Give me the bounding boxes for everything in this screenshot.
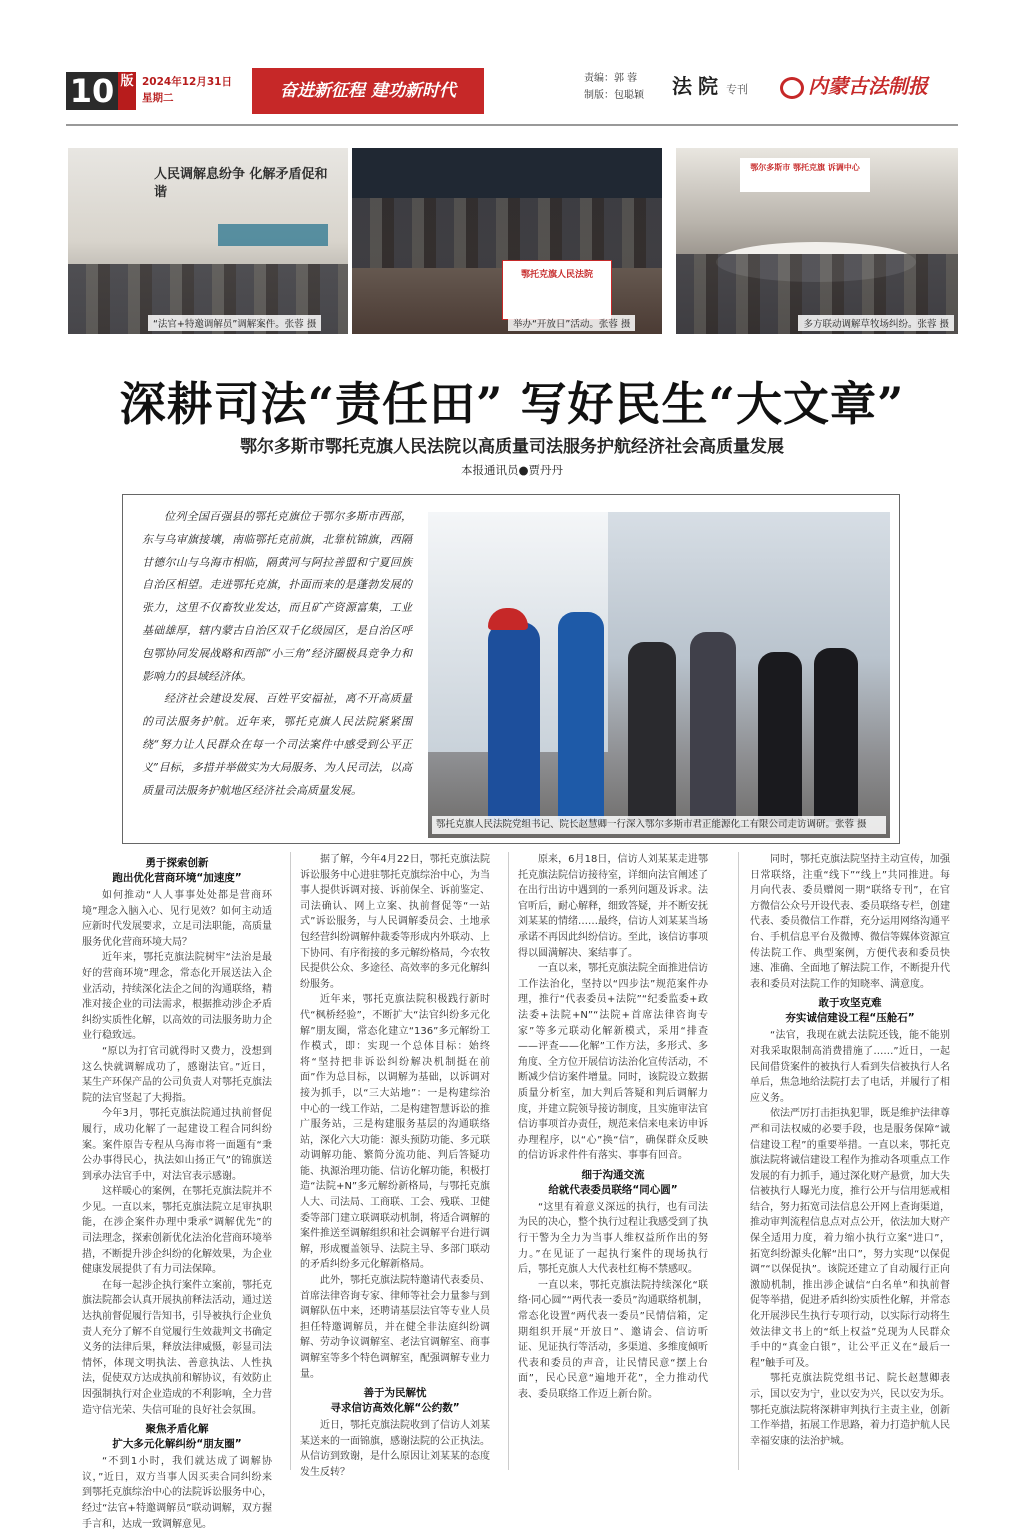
issue-weekday: 星期二 [142,92,174,104]
body-paragraph: 此外，鄂托克旗法院特邀请代表委员、首席法律咨询专家、律师等社会力量参与到调解队伍中来，还聘请基层法官等专业人员担任特邀调解员，并在健全非法庭纠纷调解、劳动争议调解室、老法官调解室、商事调解室等多个特色调解室，配强调解专业力量。 [300,1275,490,1380]
body-paragraph: 一直以来，鄂托克旗法院全面推进信访工作法治化，坚持以“四步法”规范案件办理，推行“代表委员+法院”“纪委监委+政法委+法院+N”“法院+首席法律咨询专家”等多元联动化解新模式，采用“排查——评查——化解”工作方法，多形式、多角度、全方位开展信访法治化宣传活动，不断减少信访案件增量。同时，该院设立数据质量分析室，加大判后答疑和判后调解力度，并建立院领导接访制度，且实施审法官信访事项首办责任，规范来信来电来访申诉办理程序，以“心”换“信”，确保群众反映的信访诉求件件有落实、事事有回音。 [518,963,708,1162]
editor-credits [584,70,644,104]
photo-caption: “法官+特邀调解员”调解案件。张蓉 摄 [148,315,321,331]
body-column-4 [750,852,950,1472]
section-heading-line: 善于为民解忧 [363,1387,427,1400]
official-figure [690,632,736,822]
article-subtitle: 鄂尔多斯市鄂托克旗人民法院以高质量司法服务护航经济社会高质量发展 [240,437,784,457]
section-heading [518,1168,708,1198]
worker-figure [558,612,604,822]
body-paragraph: “法官，我现在就去法院还钱，能不能别对我采取限制高消费措施了……”近日，一起民间借贷案件的被执行人看到失信被执行人名单后，焦急地给法院打去了电话，并履行了相应义务。 [750,1030,950,1104]
section-heading-line: 扩大多元化解纠纷“朋友圈” [112,1438,242,1451]
section-heading [750,996,950,1026]
mediation-center-sign: 鄂尔多斯市 鄂托克旗 诉调中心 [740,158,870,192]
body-paragraph: 据了解，今年4月22日，鄂托克旗法院诉讼服务中心进驻鄂托克旗综治中心，为当事人提供诉调对接、诉前保全、诉前鉴定、司法确认、网上立案、执前督促等“一站式”诉讼服务，与人民调解委员会、土地承包经营纠纷调解仲裁委等形成内外联动、上下协同、有序衔接的多元解纷格局，今农牧民提供公众、多途径、高效率的多元化解纠纷服务。 [300,854,490,990]
body-paragraph: 原来，6月18日，信访人刘某某走进鄂托克旗法院信访接待室，详细向法官阐述了在出行出访中遇到的一系列问题及诉求。法官听后，耐心解释，细致答疑，并不断安抚刘某某的情绪……最终，信访人刘某某当场承诺不再因此纠纷信访。至此，该信访事项得以圆满解决、案结事了。 [518,854,708,959]
body-paragraph: 近年来，鄂托克旗法院树牢“法治是最好的营商环境”理念，常态化开展送法入企业活动，持续深化法企之间的沟通联络，精准对接企业的司法需求，根据推动涉企矛盾纠纷实质性化解，以高效的司法服务助力企业行稳致远。 [82,952,272,1042]
court-banner: 鄂托克旗人民法院 [502,260,612,320]
section-heading-line: 给就代表委员联络“同心圆” [548,1183,678,1196]
newspaper-logo [780,70,952,98]
body-column-2 [300,852,490,1478]
official-figure [628,642,676,822]
body-paragraph: “不到1小时，我们就达成了调解协议，”近日，双方当事人因买卖合同纠纷来到鄂托克旗综治中心的法院诉讼服务中心，经过“法官+特邀调解员”联动调解，双方握手言和，达成一致调解意见。 [82,1456,272,1530]
column-divider [290,852,291,1470]
section-heading-line: 寻求信访高效化解“公约数” [330,1402,460,1415]
body-paragraph: 近日，鄂托克旗法院收到了信访人刘某某送来的一面锦旗，感谢法院的公正执法。从信访到致谢，是什么原因让刘某某的态度发生反转？ [300,1420,490,1478]
body-paragraph: 鄂托克旗法院党组书记、院长赵慧卿表示，国以安为宁，业以安为兴，民以安为乐。鄂托克旗法院将深耕审判执行主责主业，创新工作举措，拓展工作思路，着力打造护航人民幸福安康的法治护城。 [750,1373,950,1447]
page-number-suffix: 版 [118,72,136,110]
section-heading-line: 聚焦矛盾化解 [145,1423,209,1436]
theme-banner: 奋进新征程 建功新时代 [252,68,484,114]
body-paragraph: 同时，鄂托克旗法院坚持主动宣传，加强日常联络，注重“线下”“线上”共同推进。每月向代表、委员赠阅一期“联络专刊”，在官方微信公众号开设代表、委员联络专栏，创建代表、委员微信工作群，充分运用网络沟通平台、手机信息平台及微博、微信等媒体资源宣传法院工作、典型案例，方便代表和委员快速、准确、全面地了解法院工作，不断提升代表和委员对法院工作的知晓率、满意度。 [750,854,950,990]
lead-paragraph: 位列全国百强县的鄂托克旗位于鄂尔多斯市西部，东与乌审旗接壤，南临鄂托克前旗，北靠杭锦旗，西隔甘德尔山与乌海市相临，隔黄河与阿拉善盟和宁夏回族自治区相望。走进鄂托克旗，扑面而来的是蓬勃发展的张力，这里不仅畜牧业发达，而且矿产资源富集，工业基础雄厚，辖内蒙古自治区双千亿级园区，是自治区呼包鄂协同发展战略和西部“小三角”经济圈极具竞争力和影响力的县域经济体。 [142,510,412,683]
page-header [66,68,966,118]
section-heading [300,1386,490,1416]
column-sub: 专刊 [726,83,748,96]
body-paragraph: 这样暖心的案例，在鄂托克旗法院并不少见。一直以来，鄂托克旗法院立足审执职能，在涉企案件办理中秉承“调解优先”的司法理念，探索创新优化法治化营商环境举措，不断提升涉企纠纷的化解效果，为企业健康发展提供了有力司法保障。 [82,1186,272,1276]
body-paragraph: 一直以来，鄂托克旗法院持续深化“联络·同心圆”“两代表一委员”沟通联络机制，常态化设置“两代表一委员”民情信箱，定期组织开展“开放日”、邀请会、信访听证、见证执行等活动，多渠道、多维度倾听代表和委员的声音，让民情民意“摆上台面”，民心民意“遍地开花”，全力推动代表、委员联络工作迈上新台阶。 [518,1279,708,1400]
body-column-3 [518,852,708,1472]
photo-caption: 举办“开放日”活动。张蓉 摄 [508,315,635,331]
body-paragraph: 今年3月，鄂托克旗法院通过执前督促履行，成功化解了一起建设工程合同纠纷案。案件原告专程从乌海市将一面题有“秉公办事得民心，执法如山扬正气”的锦旗送到承办法官手中，对法官表示感谢。 [82,1108,272,1182]
body-paragraph: 如何推动“人人事事处处都是营商环境”理念入脑入心、见行见效？如何主动适应新时代发展要求，立足司法职能，高质量服务优化营商环境大局？ [82,890,272,948]
producer-name: 制版：包聪颖 [584,90,644,101]
column-title [672,70,748,99]
paper-name: 内蒙古法制报 [808,74,928,98]
article-byline: 本报通讯员●贾丹丹 [460,463,564,477]
editor-name: 责编：郭 蓉 [584,73,638,84]
wall-panel [218,224,328,246]
section-heading [82,856,272,886]
screen-area [352,148,662,198]
body-paragraph: “这里有着意义深远的执行，也有司法为民的决心，整个执行过程让我感受到了执行干警为全力为当事人维权益所作出的努力。”在见证了一起执行案件的现场执行后，鄂托克旗人大代表杜红梅不禁感叹。 [518,1201,708,1276]
judge-figure [814,648,858,822]
section-heading-line: 勇于探索创新 [145,857,209,869]
worker-figure [488,622,540,822]
audience-rows [352,198,662,268]
photo-mediation [68,148,348,334]
photo-open-day [352,148,662,334]
section-heading-line: 跑出优化营商环境“加速度” [112,872,242,884]
photo-wall-slogan: 人民调解息纷争 化解矛盾促和谐 [154,167,328,200]
photo-multi-party-mediation [676,148,958,334]
lead-paragraph: 经济社会建设发展、百姓平安福祉，离不开高质量的司法服务护航。近年来，鄂托克旗人民法院紧紧围绕“努力让人民群众在每一个司法案件中感受到公平正义”目标，多措并举做实为大局服务、为人民司法，以高质量司法服务护航地区经济社会高质量发展。 [142,692,412,797]
column-divider [738,852,739,1470]
page-number: 10 [66,72,118,110]
photo-enterprise-visit [428,512,890,838]
header-rule [66,124,958,126]
section-heading-line: 细于沟通交流 [581,1168,645,1181]
lead-text [142,506,412,802]
photo-caption: 鄂托克旗人民法院党组书记、院长赵慧卿一行深入鄂尔多斯市君正能源化工有限公司走访调研。张蓉 摄 [432,816,886,834]
judge-figure [758,652,802,822]
issue-date [142,74,232,106]
body-paragraph: 在每一起涉企执行案件立案前，鄂托克旗法院都会认真开展执前释法活动，通过送达执前督促履行告知书，引导被执行企业负责人充分了解不自觉履行生效裁判文书确定义务的法律后果，释放法律威慑，彰显司法情怀，体现文明执法、善意执法、人性执法，促使双方达成执前和解协议，有效防止因强制执行对企业造成的不利影响，全力营造守信光荣、失信可耻的良好社会氛围。 [82,1279,272,1416]
section-heading [82,1422,272,1452]
court-emblem-icon [780,77,804,99]
issue-date-value: 2024年12月31日 [142,76,232,88]
body-paragraph: 依法严厉打击拒执犯罪，既是维护法律尊严和司法权威的必要手段，也是服务保障“诚信建设工程”的重要举措。一直以来，鄂托克旗法院将诚信建设工程作为推动各项重点工作发展的有力抓手，通过深化财产悬赏，加大失信被执行人曝光力度，推行公开与信用惩戒相结合，努力拓宽司法信息公开网上查询渠道，推动审判流程信息点对点公开，依法加大财产保全适用力度，着力缩小执行立案“进口”，拓宽纠纷源头化解“出口”，努力实现“以保促调”“以保促执”。该院还建立了自动履行正向激励机制，推出涉企诚信“白名单”和执前督促等举措，促进矛盾纠纷实质性化解，并常态化开展涉民生执行专项行动，以实际行动将生效法律文书上的“纸上权益”兑现为人民群众手中的“真金白银”，让公平正义在“最后一程”触手可及。 [750,1108,950,1369]
body-column-1 [82,852,272,1530]
photo-caption: 多方联动调解草牧场纠纷。张蓉 摄 [798,315,954,331]
column-divider [508,852,509,1470]
column-name: 法院 [672,74,724,98]
body-paragraph: “原以为打官司就得时又费力，没想到这么快就调解成功了，感谢法官。”近日，某生产环保产品的公司负责人对鄂托克旗法院的法官竖起了大拇指。 [82,1045,272,1104]
article-title: 深耕司法“责任田” 写好民生“大文章” [119,377,905,431]
section-heading-line: 夯实诚信建设工程“压舱石” [785,1012,915,1025]
body-paragraph: 近年来，鄂托克旗法院积极践行新时代“枫桥经验”，不断扩大“法官纠纷多元化解”朋友圈，常态化建立“136”多元解纷工作模式，即：实现一个总体目标：始终将“坚持把非诉讼纠纷解决机制挺在前面”作为总目标，以调解为基础，以诉调对接为抓手，以“三大站地”：一是构建综治中心的一线工作站，二是构建智慧诉讼的推广服务站，三是构建服务基层的沟通联络站，深化六大功能：源头预防功能、多元联动调解功能、繁简分流功能、判后答疑功能、执源治理功能、信访化解功能，积极打造“法院+N”多元解纷新格局，与鄂托克旗人大、司法局、工商联、工会、残联、卫健委等部门建立联调联动机制，将适合调解的案件推送至调解组织和社会调解平台进行调解，形成覆盖领导、法院主导、多部门联动的矛盾纠纷多元化解新格局。 [300,994,490,1271]
section-heading-line: 敢于攻坚克难 [818,997,882,1010]
